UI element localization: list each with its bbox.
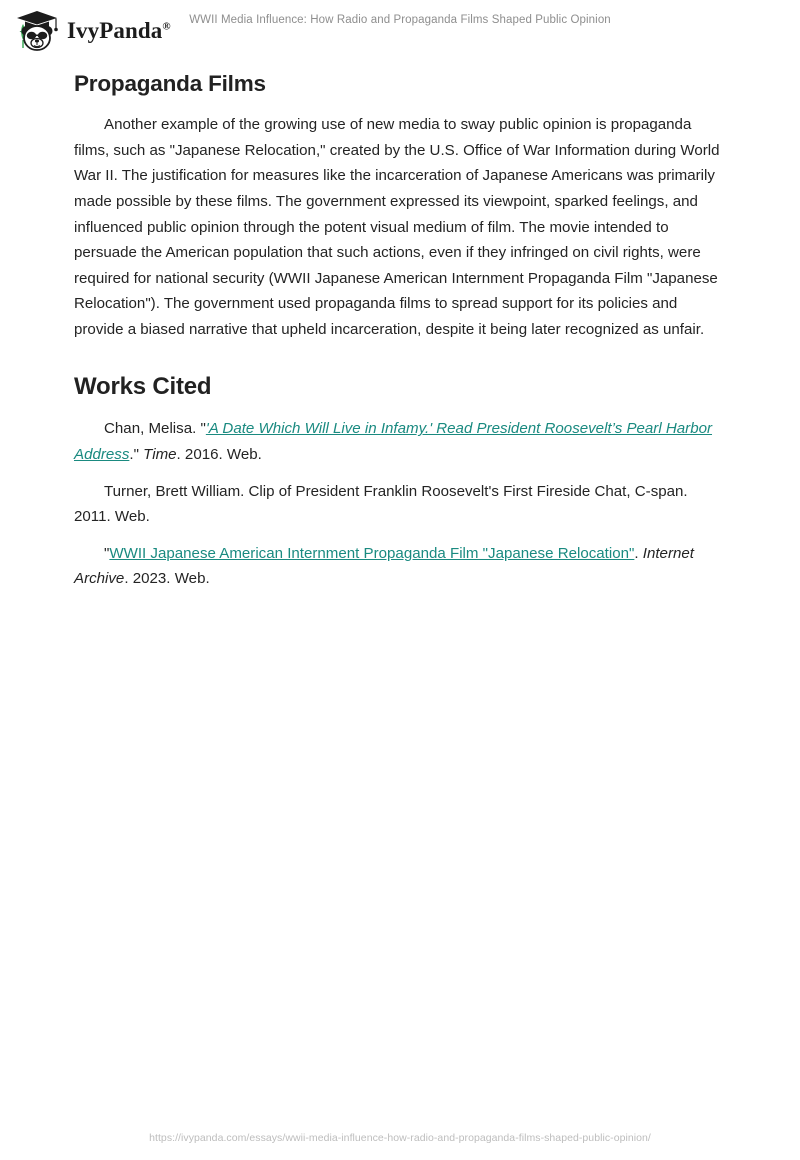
- registered-mark-icon: ®: [162, 20, 171, 33]
- document-title-header: WWII Media Influence: How Radio and Propaganda Films Shaped Public Opinion: [189, 14, 611, 26]
- footer-source-url[interactable]: https://ivypanda.com/essays/wwii-media-influence-how-radio-and-propaganda-films-shaped-public-opinion/: [149, 1132, 651, 1144]
- citation-after-link: .: [634, 544, 643, 562]
- page-header: [0, 0, 800, 62]
- document-body: [74, 70, 724, 603]
- citation-link[interactable]: WWII Japanese American Internment Propaganda Film "Japanese Relocation": [109, 544, 635, 562]
- citation-prefix: Turner, Brett William. Clip of President Franklin Roosevelt's First Fireside Chat, C-span. 2011. Web.: [74, 482, 688, 526]
- citation-suffix: . 2023. Web.: [124, 570, 210, 588]
- works-cited-heading: Works Cited: [74, 373, 212, 401]
- citation-entry: [74, 541, 724, 592]
- citation-source-title: Time: [143, 446, 177, 464]
- citation-entry: [74, 479, 724, 530]
- citation-suffix: . 2016. Web.: [176, 446, 262, 464]
- brand-name: IvyPanda®: [67, 18, 171, 43]
- citation-entry: [74, 416, 724, 467]
- citation-link[interactable]: 'A Date Which Will Live in Infamy.' Read President Roosevelt’s Pearl Harbor Address: [74, 420, 713, 464]
- page-footer: [0, 1128, 800, 1146]
- citation-after-link: .": [129, 446, 144, 464]
- page-title: Propaganda Films: [74, 71, 266, 96]
- citation-prefix: ": [104, 544, 110, 562]
- body-paragraph: Another example of the growing use of new media to sway public opinion is propaganda films, such as "Japanese Relocation," created by the U.S. Office of War Information during World War II. The justification for measures like the incarceration of Japanese Americans was primarily made possible by these films. The government expressed its viewpoint, sparked feelings, and influenced public opinion through the potent visual medium of film. The movie intended to persuade the American population that such actions, even if they infringed on civil rights, were required for national security (WWII Japanese American Internment Propaganda Film "Japanese Relocation"). The government used propaganda films to spread support for its policies and provide a biased narrative that upheld incarceration, despite it being later recognized as unfair.: [74, 116, 720, 338]
- citation-source-title: Internet Archive: [74, 544, 694, 588]
- citation-prefix: Chan, Melisa. ": [104, 420, 206, 438]
